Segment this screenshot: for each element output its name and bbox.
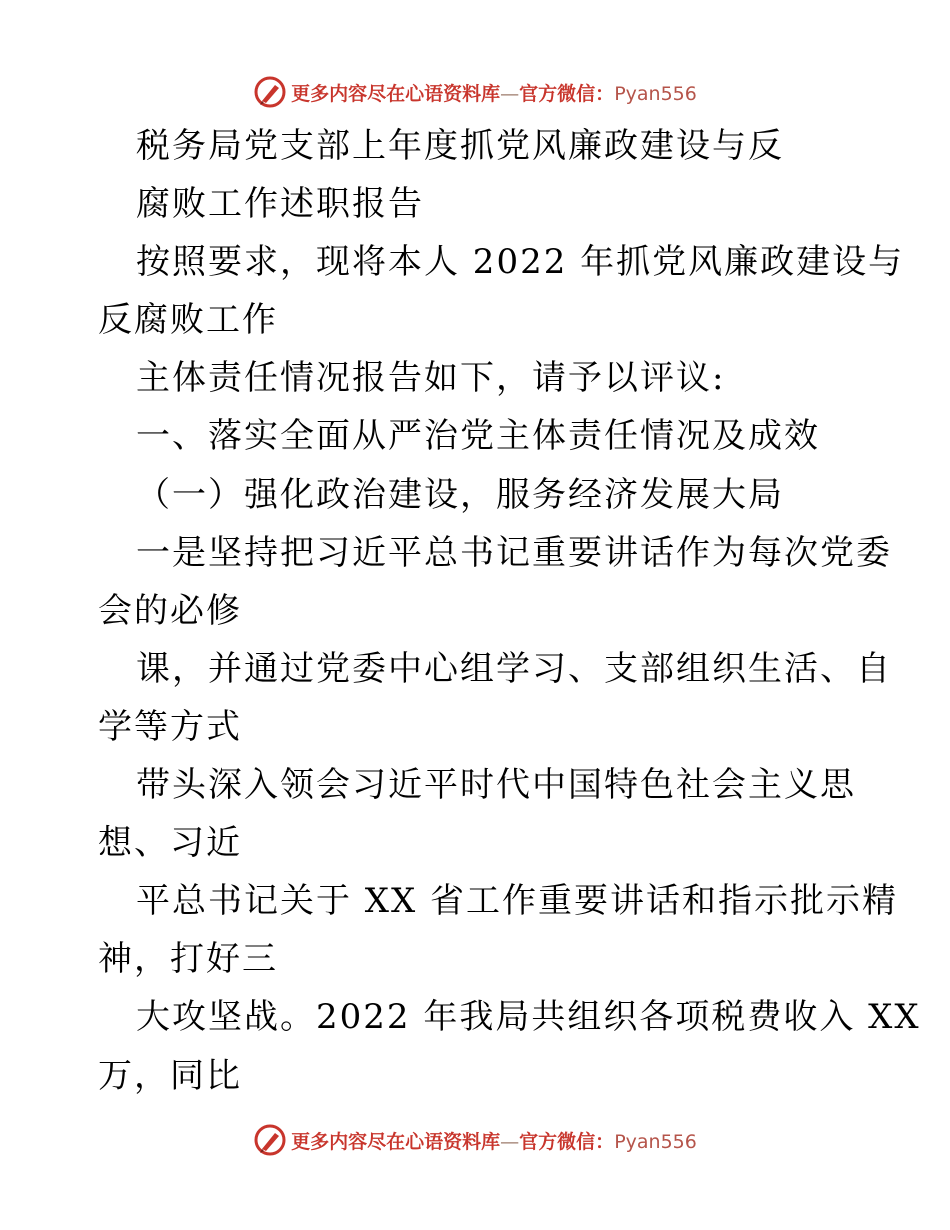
watermark-site: 更多内容尽在心语资料库 (291, 82, 501, 105)
pen-logo-icon (253, 75, 287, 109)
document-line: 神，打好三 (98, 939, 278, 980)
watermark-text (291, 1127, 697, 1154)
document-line: 腐败工作述职报告 (136, 184, 424, 225)
footer-watermark (0, 1120, 950, 1160)
watermark-dash: — (500, 82, 520, 105)
watermark-account: Pyan556 (614, 1130, 697, 1153)
document-line: 主体责任情况报告如下，请予以评议: (136, 358, 726, 399)
document-line: 反腐败工作 (98, 300, 278, 341)
watermark-site: 更多内容尽在心语资料库 (291, 1130, 501, 1153)
document-line: 万，同比 (98, 1055, 242, 1096)
document-line: 税务局党支部上年度抓党风廉政建设与反 (136, 126, 784, 166)
document-line: 按照要求，现将本人 2022 年抓党风廉政建设与 (136, 242, 905, 283)
document-line: 一是坚持把习近平总书记重要讲话作为每次党委 (136, 532, 892, 573)
document-line: 一、落实全面从严治党主体责任情况及成效 (136, 416, 820, 457)
header-watermark (0, 72, 950, 112)
document-body (98, 117, 921, 1105)
document-line: 会的必修 (98, 590, 242, 631)
document-line: 平总书记关于 XX 省工作重要讲话和指示批示精 (136, 881, 899, 922)
document-line: 带头深入领会习近平时代中国特色社会主义思 (136, 765, 856, 806)
watermark-account: Pyan556 (614, 82, 697, 105)
document-line: 想、习近 (98, 823, 242, 864)
document-line: （一）强化政治建设，服务经济发展大局 (136, 474, 784, 515)
pen-logo-icon (253, 1123, 287, 1157)
document-line: 课，并通过党委中心组学习、支部组织生活、自 (136, 648, 892, 689)
document-line: 学等方式 (98, 706, 242, 747)
watermark-dash: — (500, 1130, 520, 1153)
document-line: 大攻坚战。2022 年我局共组织各项税费收入 XX (136, 997, 921, 1038)
watermark-label: 官方微信： (519, 82, 615, 105)
watermark-text (291, 79, 697, 106)
watermark-label: 官方微信： (519, 1130, 615, 1153)
